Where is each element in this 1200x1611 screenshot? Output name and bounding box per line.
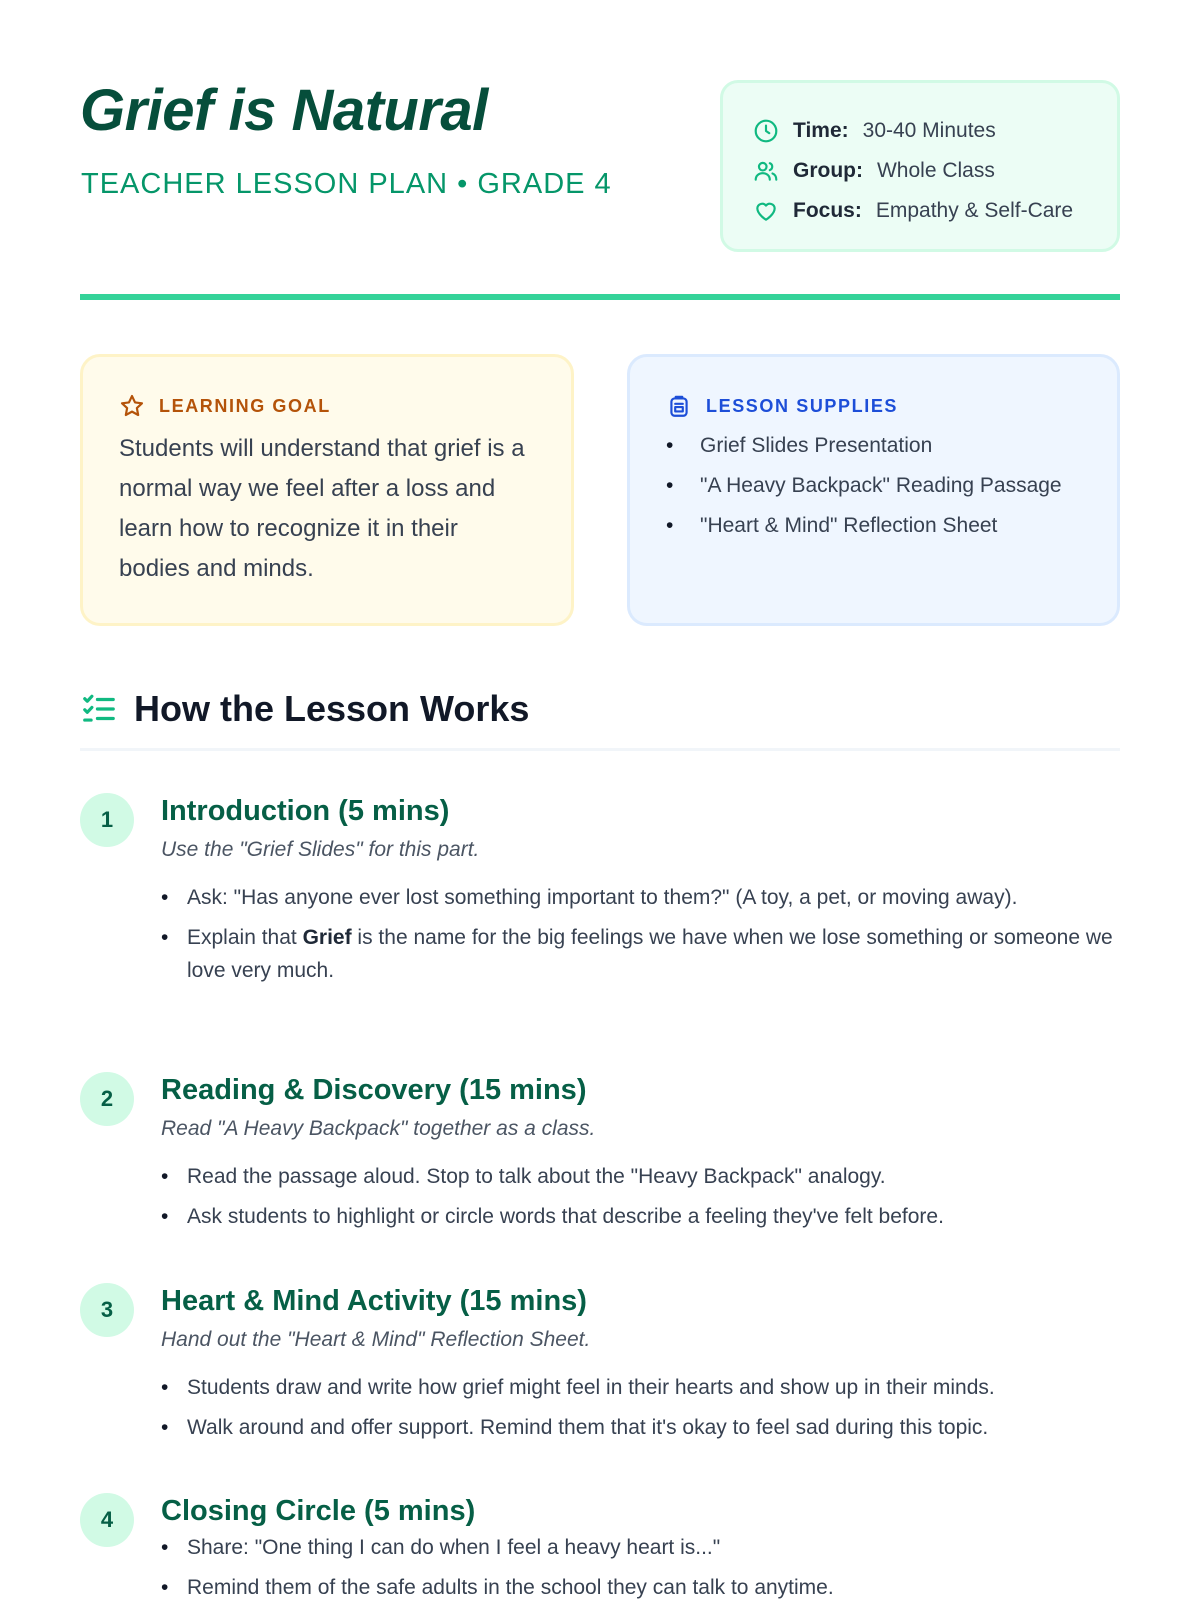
backpack-icon (666, 393, 692, 419)
bullet-bold-term: Grief (302, 926, 352, 949)
meta-group-value: Whole Class (876, 159, 995, 182)
step-bullets (161, 1371, 1120, 1444)
header-divider (80, 294, 1120, 300)
meta-focus (753, 191, 1117, 231)
step-note: Read "A Heavy Backpack" together as a class. (161, 1117, 596, 1140)
learning-goal-text: Students will understand that grief is a normal way we feel after a loss and learn how to recognize it in their bodies and minds. (119, 435, 525, 582)
section-divider (80, 748, 1120, 751)
supply-item: • "A Heavy Backpack" Reading Passage (666, 469, 1081, 502)
step-body (161, 1070, 1120, 1240)
section-heading (80, 688, 529, 730)
meta-focus-label: Focus: (793, 199, 862, 222)
step-number: 1 (80, 793, 134, 847)
step-body (161, 791, 1120, 994)
step-bullet: • Ask students to highlight or circle words that describe a feeling they've felt before. (161, 1200, 1120, 1233)
supply-item: • "Heart & Mind" Reflection Sheet (666, 509, 1081, 542)
clock-icon (753, 118, 779, 144)
step-bullet (161, 921, 1120, 987)
step-title: Heart & Mind Activity (15 mins) (161, 1285, 587, 1317)
meta-group (753, 151, 1117, 191)
page-subtitle: TEACHER LESSON PLAN • GRADE 4 (81, 168, 612, 200)
lesson-supplies-heading: LESSON SUPPLIES (706, 395, 899, 416)
step-bullet: • Read the passage aloud. Stop to talk about the "Heavy Backpack" analogy. (161, 1160, 1120, 1193)
learning-goal-heading: LEARNING GOAL (159, 395, 331, 416)
step-body (161, 1491, 1120, 1611)
users-icon (753, 158, 779, 184)
step-bullet: • Students draw and write how grief might feel in their hearts and show up in their minds. (161, 1371, 1120, 1404)
step-note: Hand out the "Heart & Mind" Reflection Sheet. (161, 1328, 591, 1351)
list-checks-icon (80, 690, 118, 728)
section-title: How the Lesson Works (134, 688, 530, 729)
step-number: 2 (80, 1072, 134, 1126)
learning-goal-header (119, 391, 535, 421)
step-title: Closing Circle (5 mins) (161, 1495, 476, 1527)
step-title: Reading & Discovery (15 mins) (161, 1074, 587, 1106)
meta-group-label: Group: (793, 159, 863, 182)
step-title: Introduction (5 mins) (161, 795, 450, 827)
step-bullet: • Remind them of the safe adults in the school they can talk to anytime. (161, 1571, 1120, 1604)
step-bullets (161, 881, 1120, 987)
step-note: Use the "Grief Slides" for this part. (161, 838, 480, 861)
lesson-supplies-header (666, 391, 1081, 421)
heart-icon (753, 198, 779, 224)
step-bullet: • Share: "One thing I can do when I feel a heavy heart is..." (161, 1531, 1120, 1564)
learning-goal-card (80, 354, 574, 626)
step-bullets (161, 1531, 1120, 1604)
meta-focus-value: Empathy & Self-Care (875, 199, 1074, 222)
step-bullet: • Walk around and offer support. Remind them that it's okay to feel sad during this topic. (161, 1411, 1120, 1444)
step-number: 4 (80, 1493, 134, 1547)
meta-time (753, 111, 1117, 151)
page-title: Grief is Natural (80, 78, 488, 143)
supply-item: • Grief Slides Presentation (666, 429, 1081, 462)
step-bullet: • Ask: "Has anyone ever lost something important to them?" (A toy, a pet, or moving away). (161, 881, 1120, 914)
star-icon (119, 393, 145, 419)
step-body (161, 1281, 1120, 1451)
lesson-meta-box (720, 80, 1120, 252)
step-number: 3 (80, 1283, 134, 1337)
lesson-supplies-card (627, 354, 1120, 626)
step-bullets (161, 1160, 1120, 1233)
bullet-text: Explain that (187, 926, 303, 949)
meta-time-label: Time: (793, 119, 849, 142)
supplies-list (666, 429, 1081, 542)
bullet-text: is the name for the big feelings we have when we lose something or someone we love very much. (187, 926, 1113, 982)
meta-time-value: 30-40 Minutes (862, 119, 996, 142)
